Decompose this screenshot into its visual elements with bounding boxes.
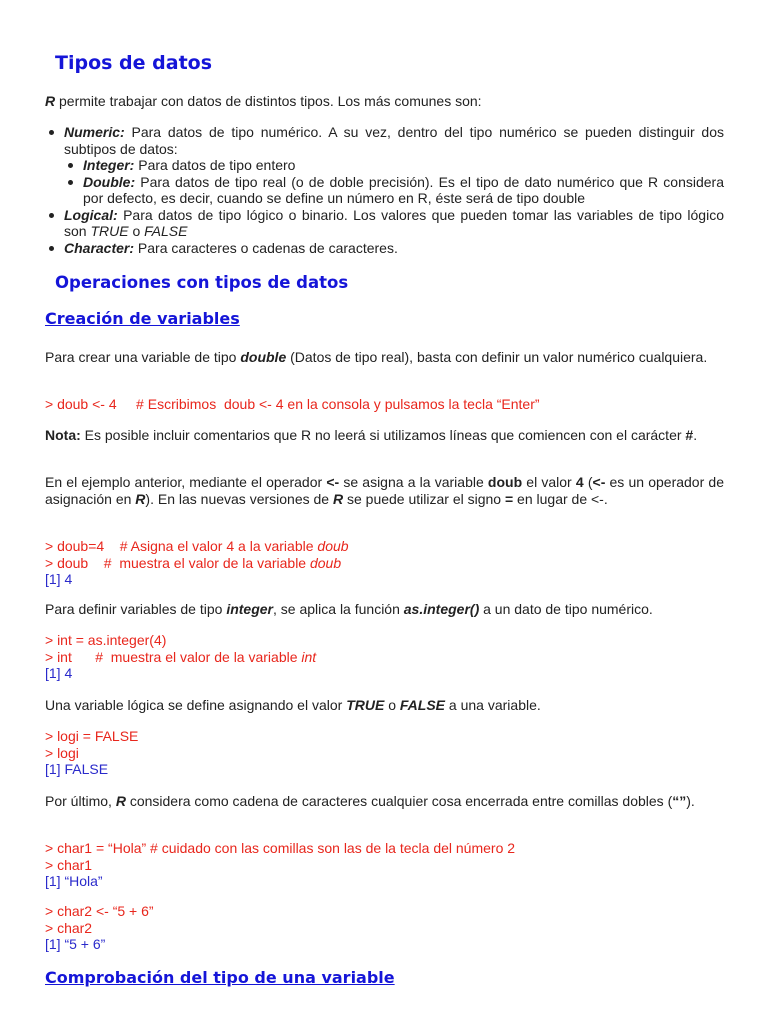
text: ).	[686, 793, 695, 809]
text: Una variable lógica se define asignando el valor	[45, 697, 347, 713]
code-line: > char2 <- “5 + 6”	[45, 903, 154, 919]
code-line: > int = as.integer(4)	[45, 632, 167, 648]
term-logical: Logical:	[64, 206, 118, 223]
r-keyword: R	[332, 490, 344, 507]
paragraph-double	[45, 349, 724, 366]
false-value: FALSE	[144, 223, 188, 239]
text: Es posible incluir comentarios que R no leerá si utilizamos líneas que comiencen con el carácter	[80, 427, 686, 443]
text: se puede utilizar el signo	[343, 490, 505, 507]
code-line	[45, 555, 735, 572]
code-block-5	[45, 840, 735, 890]
text: Para definir variables de tipo	[45, 601, 227, 617]
text: es un operador de asignación en	[45, 474, 724, 507]
equals-sign: =	[504, 490, 514, 507]
text: ). En las nuevas versiones de	[145, 490, 333, 507]
paragraph-logica	[45, 697, 724, 714]
keyword-false: FALSE	[399, 697, 446, 713]
code-output: [1] 4	[45, 665, 73, 681]
or-text: o	[128, 223, 145, 239]
paragraph-char	[45, 793, 724, 810]
list-item-logical	[45, 207, 724, 240]
desc-logical: Para datos de tipo lógico o binario. Los valores que pueden tomar las variables de tipo lógico son	[64, 206, 724, 239]
code-block-1	[45, 396, 735, 413]
function-as-integer: as.integer()	[403, 601, 480, 617]
code-output: [1] 4	[45, 571, 73, 587]
subsection-link-comprobacion[interactable]: Comprobación del tipo de una variable	[45, 968, 395, 987]
code-line: > doub <- 4 # Escribimos doub <- 4 en la consola y pulsamos la tecla “Enter”	[45, 396, 540, 412]
keyword-true: TRUE	[346, 697, 385, 713]
var-doub: doub	[487, 474, 523, 490]
nota-label: Nota:	[45, 427, 81, 443]
r-keyword: R	[45, 93, 56, 109]
code-text: > doub=4 # Asigna el valor 4 a la variable	[45, 538, 318, 554]
paragraph-operador	[45, 474, 724, 507]
code-line: > logi = FALSE	[45, 728, 139, 744]
desc-integer: Para datos de tipo entero	[134, 157, 296, 173]
subsection-link-creacion[interactable]: Creación de variables	[45, 309, 240, 328]
code-var: doub	[317, 538, 349, 554]
code-line: > char1	[45, 856, 93, 873]
desc-double: Para datos de tipo real (o de doble precisión). Es el tipo de dato numérico que R considera por defecto, es decir, cuando se define un número en R, éste será de tipo double	[83, 173, 724, 206]
paragraph-nota	[45, 427, 724, 444]
intro-paragraph	[45, 93, 724, 110]
intro-text: permite trabajar con datos de distintos tipos. Los más comunes son:	[55, 93, 482, 109]
text: Por último,	[45, 793, 116, 809]
code-output: [1] “5 + 6”	[45, 936, 106, 952]
hash-symbol: #	[685, 427, 694, 443]
quote-marks: “”	[672, 793, 687, 809]
term-double: Double:	[83, 173, 136, 190]
text: se asigna a la variable	[339, 474, 488, 490]
operator-assign: <-	[326, 474, 340, 490]
code-block-6	[45, 903, 735, 953]
section-title-operaciones: Operaciones con tipos de datos	[55, 273, 349, 292]
list-item-numeric	[45, 124, 724, 207]
code-line: > char2	[45, 919, 93, 936]
desc-numeric: Para datos de tipo numérico. A su vez, dentro del tipo numérico se pueden distinguir dos subtipos de datos:	[64, 124, 724, 157]
numeric-subtypes-list	[64, 157, 724, 207]
operator-assign: <-	[592, 474, 606, 490]
text: el valor	[522, 474, 576, 490]
code-text: > int # muestra el valor de la variable	[45, 648, 302, 665]
code-line	[45, 538, 735, 555]
text: (	[583, 474, 593, 490]
desc-character: Para caracteres o cadenas de caracteres.	[134, 239, 398, 256]
term-character: Character:	[64, 239, 135, 256]
text: a un dato de tipo numérico.	[479, 601, 653, 617]
code-output: [1] FALSE	[45, 761, 109, 777]
code-line: > char1 = “Hola” # cuidado con las comillas son las de la tecla del número 2	[45, 840, 516, 856]
text: .	[693, 427, 698, 443]
code-line	[45, 649, 735, 666]
paragraph-integer	[45, 601, 724, 618]
list-item-integer	[64, 157, 724, 174]
keyword-integer: integer	[226, 601, 274, 617]
keyword-double: double	[240, 349, 287, 365]
code-line: > logi	[45, 744, 79, 761]
text: , se aplica la función	[273, 601, 404, 617]
text: en lugar de <-.	[513, 490, 608, 507]
code-block-4	[45, 728, 735, 778]
text: En el ejemplo anterior, mediante el operador	[45, 474, 327, 490]
value-4: 4	[575, 474, 584, 490]
code-block-2	[45, 538, 735, 588]
code-var: int	[301, 648, 317, 665]
term-integer: Integer:	[83, 157, 135, 173]
code-block-3	[45, 632, 735, 682]
types-list	[45, 124, 724, 256]
text: Para crear una variable de tipo	[45, 349, 241, 365]
text: a una variable.	[445, 697, 541, 713]
text: considera como cadena de caracteres cualquier cosa encerrada entre comillas dobles (	[125, 793, 673, 809]
list-item-double	[64, 174, 724, 207]
code-var: doub	[309, 554, 342, 571]
list-item-character	[45, 240, 724, 257]
text: (Datos de tipo real), basta con definir un valor numérico cualquiera.	[286, 349, 708, 365]
code-output: [1] “Hola”	[45, 873, 103, 889]
code-text: > doub # muestra el valor de la variable	[45, 554, 310, 571]
true-value: TRUE	[90, 223, 129, 239]
term-numeric: Numeric:	[64, 124, 125, 140]
text: o	[384, 697, 400, 713]
r-keyword: R	[115, 793, 126, 809]
r-keyword: R	[135, 490, 146, 507]
page-title: Tipos de datos	[55, 52, 213, 74]
